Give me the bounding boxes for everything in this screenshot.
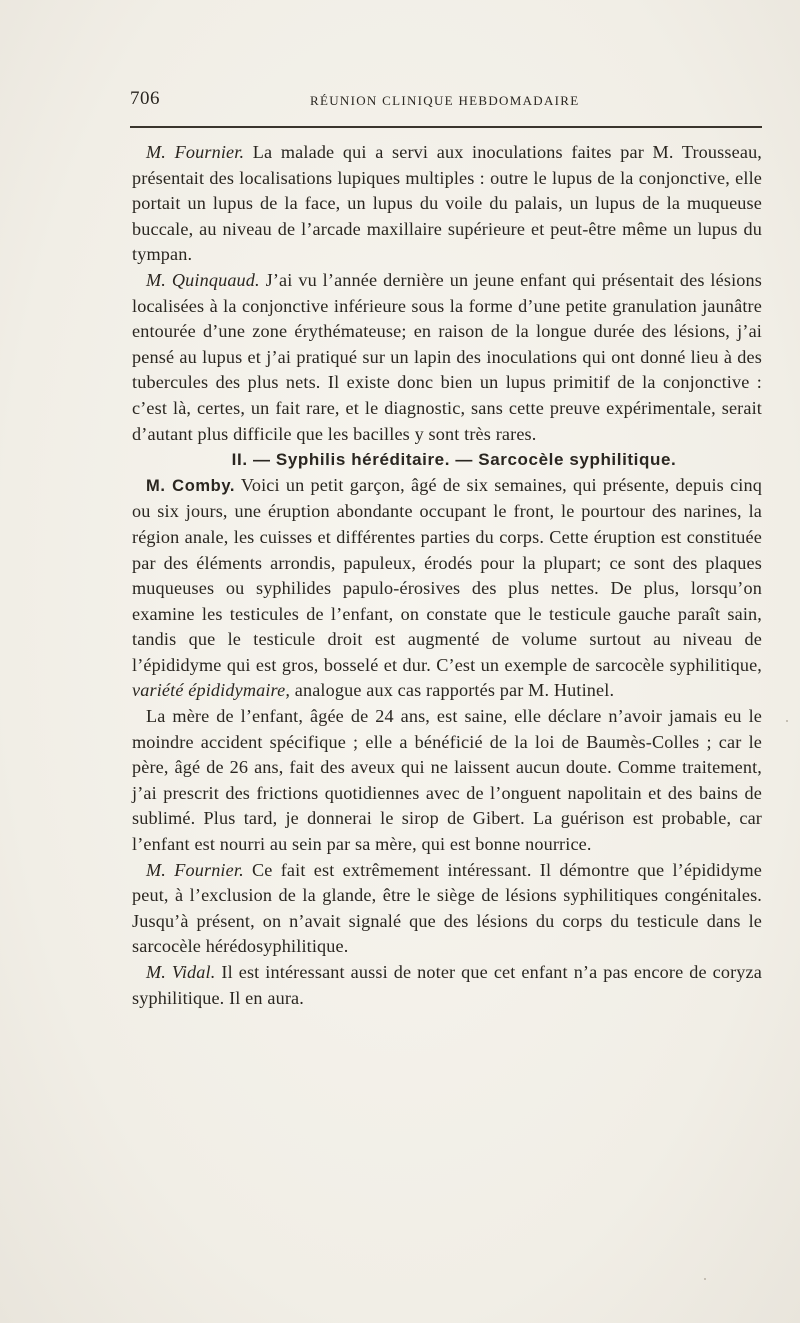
speaker-fournier: M. Fournier. bbox=[146, 142, 245, 162]
header-rule bbox=[130, 126, 762, 128]
paragraph-quinquaud bbox=[132, 268, 762, 447]
body-text bbox=[132, 140, 762, 1011]
paragraph-text: J’ai vu l’année dernière un jeune enfant qui présentait des lésions localisées à la conjonctive inférieure sous la forme d’une petite granulation jaunâtre entourée d’une zone érythémateuse; en raison de la longue durée des lésions, j’ai pensé au lupus et j’ai pratiqué sur un lapin des inoculations qui ont donné lieu à des tubercules des plus nets. Il existe donc bien un lupus primitif de la conjonctive : c’est là, certes, un fait rare, et le diagnostic, sans cette preuve expérimentale, serait d’autant plus difficile que les bacilles y sont très rares. bbox=[132, 269, 762, 444]
paragraph-text: La mère de l’enfant, âgée de 24 ans, est saine, elle déclare n’avoir jamais eu le moindre accident spécifique ; elle a bénéficié de la loi de Baumès-Colles ; car le père, âgé de 26 ans, fait des aveux qui ne laissent aucun doute. Comme traitement, j’ai prescrit des frictions quotidiennes avec de l’onguent napolitain et des bains de sublimé. Plus tard, je donnerai le sirop de Gibert. La guérison est probable, car l’enfant est nourri au sein par sa mère, qui est bonne nourrice. bbox=[132, 706, 762, 855]
speaker-quinquaud: M. Quinquaud. bbox=[146, 269, 260, 290]
paragraph-fournier bbox=[132, 140, 762, 268]
paragraph-text: La malade qui a servi aux inoculations faites par M. Trousseau, présentait des localisations lupiques multiples : outre le lupus de la conjonctive, elle portait un lupus de la face, un lupus du voile du palais, un lupus de la muqueuse buccale, au niveau de l’arcade maxillaire supérieure et peut-être même un lupus du tympan. bbox=[132, 142, 763, 265]
paragraph-fournier-2 bbox=[132, 858, 762, 960]
page-header bbox=[130, 88, 762, 118]
page-number: 706 bbox=[130, 88, 160, 109]
paragraph-text: analogue aux cas rapportés par M. Hutinel. bbox=[290, 680, 615, 701]
italic-phrase: variété épididymaire, bbox=[132, 680, 291, 701]
paragraph-text: Il est intéressant aussi de noter que cet enfant n’a pas encore de coryza syphilitique. Il en aura. bbox=[132, 962, 762, 1008]
paragraph-text: Voici un petit garçon, âgé de six semaines, qui présente, depuis cinq ou six jours, une éruption abondante occupant le front, le pourtour des narines, la région anale, les cuisses et différentes parties du corps. Cette éruption est constituée par des éléments arrondis, papuleux, érodés pour la plupart; ce sont des plaques muqueuses ou syphilides papulo-érosives des plus nettes. De plus, lorsqu’on examine les testicules de l’enfant, on constate que le testicule gauche paraît sain, tandis que le testicule droit est augmenté de volume surtout au niveau de l’épididyme qui est gros, bosselé et dur. C’est un exemple de sarcocèle syphilitique, bbox=[132, 474, 762, 675]
paragraph-comby bbox=[132, 473, 762, 704]
speaker-comby: M. Comby. bbox=[146, 476, 236, 495]
speaker-vidal: M. Vidal. bbox=[146, 962, 216, 982]
section-heading: II. — Syphilis héréditaire. — Sarcocèle syphilitique. bbox=[231, 450, 677, 470]
paper-speck bbox=[786, 720, 788, 722]
speaker-fournier: M. Fournier. bbox=[146, 859, 244, 880]
paragraph-text: Ce fait est extrêmement intéressant. Il démontre que l’épididyme peut, à l’exclusion de la glande, être le siège de lésions syphilitiques congénitales. Jusqu’à présent, on n’avait signalé que des lésions du corps du testicule dans le sarcocèle hérédosyphilitique. bbox=[132, 859, 762, 957]
running-head: RÉUNION CLINIQUE HEBDOMADAIRE bbox=[310, 93, 580, 108]
paper-speck bbox=[704, 1278, 706, 1280]
paragraph-vidal bbox=[132, 960, 762, 1011]
paragraph-mother bbox=[132, 704, 762, 858]
